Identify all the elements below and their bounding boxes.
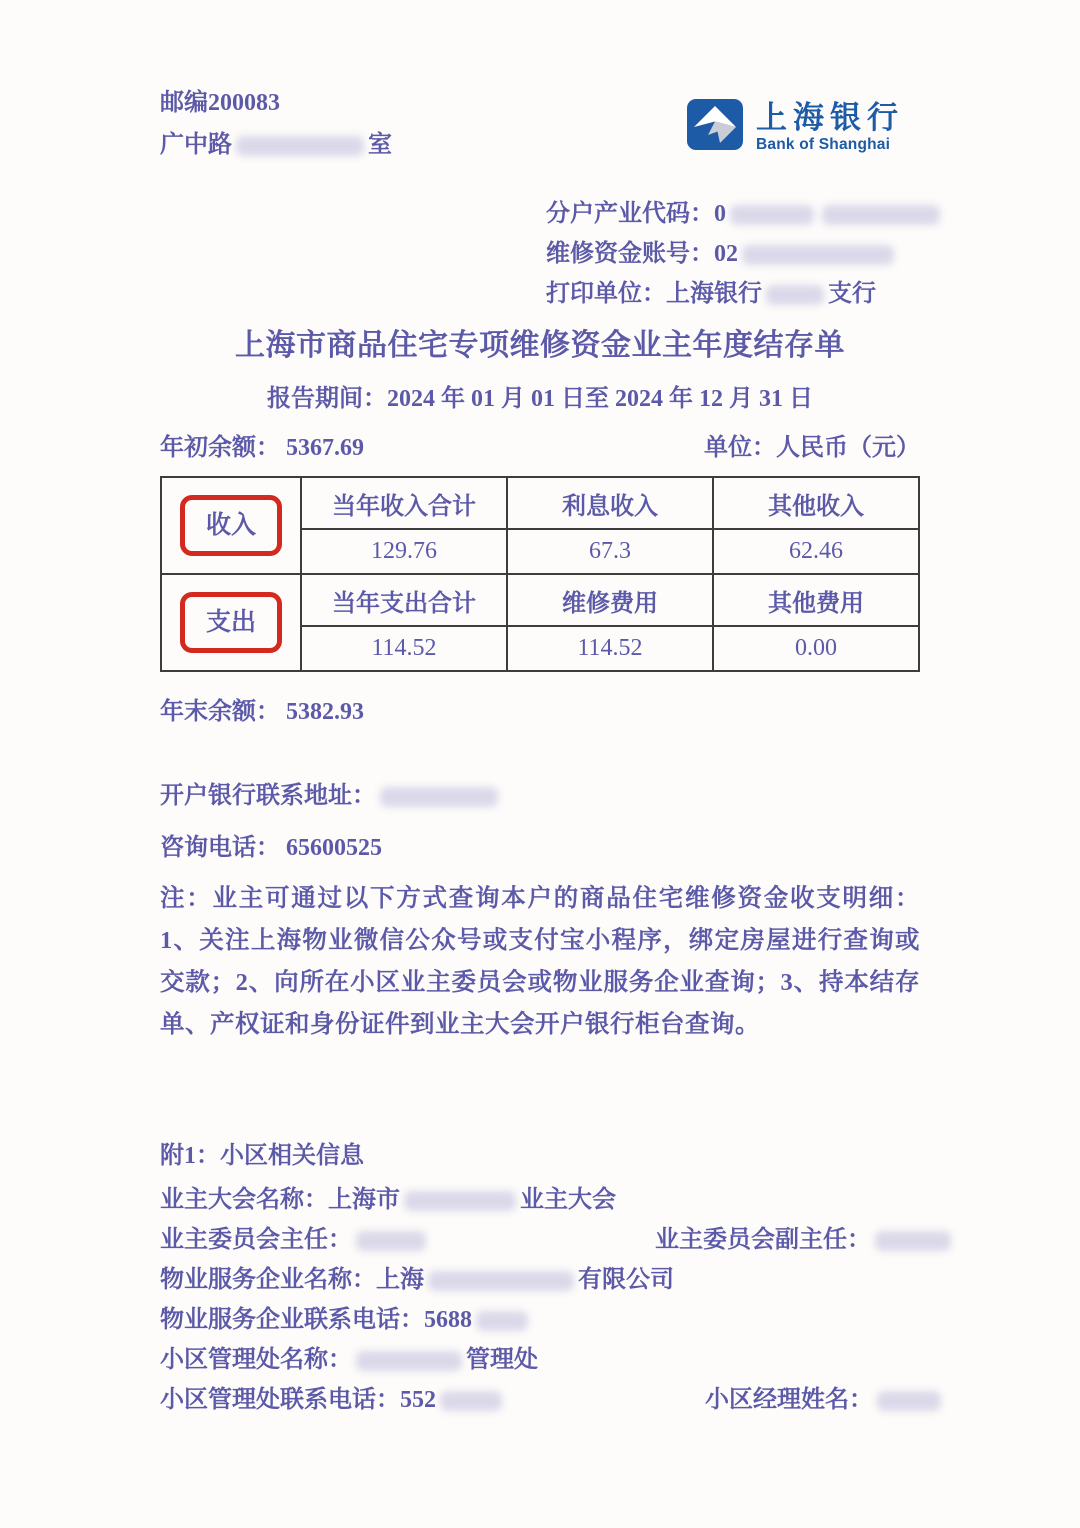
bank-name-cn: 上海银行 xyxy=(756,99,904,135)
bank-logo-text xyxy=(756,99,904,153)
property-phone-line xyxy=(160,1300,920,1340)
income-value-interest: 67.3 xyxy=(507,529,713,574)
income-header-interest: 利息收入 xyxy=(507,477,713,529)
expense-value-repair: 114.52 xyxy=(507,626,713,671)
opening-balance xyxy=(160,430,364,466)
property-phone-label: 物业服务企业联系电话： xyxy=(160,1307,424,1333)
committee-director-redaction xyxy=(356,1231,426,1251)
expense-value-other: 0.00 xyxy=(713,626,919,671)
manager-name-label: 小区经理姓名： xyxy=(705,1387,873,1413)
income-group-label: 收入 xyxy=(205,512,256,539)
property-company-suffix: 有限公司 xyxy=(578,1267,674,1293)
bank-of-shanghai-logo-icon xyxy=(686,98,744,156)
bank-address-label: 开户银行联系地址： xyxy=(160,783,376,809)
property-company-prefix: 上海 xyxy=(376,1267,424,1293)
yearend-balance-line xyxy=(160,692,920,732)
property-phone-redaction xyxy=(476,1311,528,1331)
fund-account-label: 维修资金账号： xyxy=(546,241,714,267)
address-line xyxy=(160,124,392,166)
yearend-balance-value: 5382.93 xyxy=(286,699,364,725)
office-phone-visible: 552 xyxy=(400,1387,436,1413)
postcode-line: 邮编200083 xyxy=(160,90,280,116)
expense-group-label: 支出 xyxy=(205,609,256,636)
document-header xyxy=(160,82,920,166)
document-title: 上海市商品住宅专项维修资金业主年度结存单 xyxy=(235,329,845,362)
manager-name xyxy=(705,1380,945,1420)
committee-director-label: 业主委员会主任： xyxy=(160,1227,352,1253)
assembly-name-redaction xyxy=(404,1191,516,1211)
property-code-redaction-2 xyxy=(822,205,940,225)
inquiry-phone-value: 65600525 xyxy=(286,835,382,861)
bank-logo xyxy=(686,98,904,156)
opening-balance-value: 5367.69 xyxy=(286,435,364,461)
office-name-redaction xyxy=(356,1351,462,1371)
income-expense-table xyxy=(160,476,920,672)
income-highlight-box xyxy=(180,495,282,556)
office-name-label: 小区管理处名称： xyxy=(160,1347,352,1373)
print-unit-label: 打印单位： xyxy=(546,281,666,307)
property-code-line xyxy=(546,194,920,234)
property-company-redaction xyxy=(428,1271,574,1291)
expense-header-other: 其他费用 xyxy=(713,574,919,626)
office-name-line xyxy=(160,1340,920,1380)
bank-name-en: Bank of Shanghai xyxy=(756,135,891,153)
committee-line xyxy=(160,1220,920,1260)
opening-balance-label: 年初余额： xyxy=(160,435,280,461)
address-suffix: 室 xyxy=(368,132,392,158)
manager-name-redaction xyxy=(877,1391,941,1411)
fund-account-visible: 02 xyxy=(714,241,738,267)
attachment-section xyxy=(160,1136,920,1420)
print-unit-line xyxy=(546,274,920,314)
property-phone-visible: 5688 xyxy=(424,1307,472,1333)
expense-value-total: 114.52 xyxy=(301,626,507,671)
assembly-name-label: 业主大会名称： xyxy=(160,1187,328,1213)
address-redaction xyxy=(236,136,364,156)
assembly-name-suffix: 业主大会 xyxy=(520,1187,616,1213)
income-header-other: 其他收入 xyxy=(713,477,919,529)
account-info-block xyxy=(546,194,920,314)
note-paragraph: 注：业主可通过以下方式查询本户的商品住宅维修资金收支明细：1、关注上海物业微信公众号或支付宝小程序，绑定房屋进行查询或交款；2、向所在小区业主委员会或物业服务企业查询；3、持本结存单、产权证和身份证件到业主大会开户银行柜台查询。 xyxy=(160,885,920,1038)
committee-deputy-label: 业主委员会副主任： xyxy=(655,1227,871,1253)
bank-address-redaction xyxy=(380,787,498,807)
income-group-cell xyxy=(161,477,301,574)
assembly-name-line xyxy=(160,1180,920,1220)
yearend-balance-label: 年末余额： xyxy=(160,699,280,725)
attachment-heading: 附1：小区相关信息 xyxy=(160,1143,364,1169)
bank-address-line xyxy=(160,776,920,816)
print-unit-prefix: 上海银行 xyxy=(666,281,762,307)
document-content xyxy=(160,82,920,1420)
inquiry-phone-label: 咨询电话： xyxy=(160,835,280,861)
print-unit-redaction xyxy=(766,285,824,305)
income-header-total: 当年收入合计 xyxy=(301,477,507,529)
expense-header-total: 当年支出合计 xyxy=(301,574,507,626)
inquiry-phone-line xyxy=(160,828,920,868)
table-row xyxy=(161,477,919,529)
currency-unit: 单位：人民币（元） xyxy=(704,435,920,461)
fund-account-redaction xyxy=(742,245,894,265)
recipient-address-block xyxy=(160,82,392,166)
expense-header-repair: 维修费用 xyxy=(507,574,713,626)
income-value-total: 129.76 xyxy=(301,529,507,574)
table-row xyxy=(161,574,919,626)
expense-group-cell xyxy=(161,574,301,671)
income-value-other: 62.46 xyxy=(713,529,919,574)
committee-deputy-redaction xyxy=(875,1231,951,1251)
property-code-redaction-1 xyxy=(730,205,814,225)
expense-highlight-box xyxy=(180,592,282,653)
office-phone-line xyxy=(160,1380,920,1420)
fund-account-line xyxy=(546,234,920,274)
property-code-label: 分户产业代码： xyxy=(546,201,714,227)
committee-deputy xyxy=(655,1220,955,1260)
office-phone-redaction xyxy=(440,1391,502,1411)
property-company-label: 物业服务企业名称： xyxy=(160,1267,376,1293)
address-prefix: 广中路 xyxy=(160,132,232,158)
report-period: 报告期间：2024 年 01 月 01 日至 2024 年 12 月 31 日 xyxy=(267,386,813,412)
balance-row xyxy=(160,430,920,466)
office-name-suffix: 管理处 xyxy=(466,1347,538,1373)
print-unit-suffix: 支行 xyxy=(828,281,876,307)
property-code-visible: 0 xyxy=(714,201,726,227)
property-company-line xyxy=(160,1260,920,1300)
assembly-name-prefix: 上海市 xyxy=(328,1187,400,1213)
office-phone-label: 小区管理处联系电话： xyxy=(160,1387,400,1413)
